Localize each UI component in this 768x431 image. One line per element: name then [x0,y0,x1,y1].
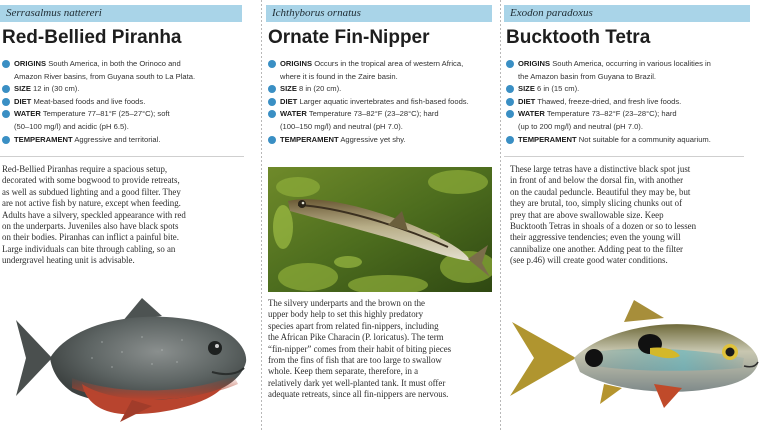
fact-water: WATER Temperature 73–82°F (23–28°C); hard (100–150 mg/l) and neutral (pH 7.0). [268,108,469,133]
fact-origins: ORIGINS Occurs in the tropical area of western Africa, where it is found in the Zaire basin. [268,58,469,83]
fact-diet: DIET Meat-based foods and live foods. [2,96,195,109]
size-icon [268,85,276,93]
scientific-name: Serrasalmus nattereri [0,5,242,22]
fact-list [268,58,469,146]
fact-water: WATER Temperature 73–82°F (23–28°C); hard (up to 200 mg/l) and neutral (pH 7.0). [506,108,711,133]
scientific-name: Ichthyborus ornatus [266,5,492,22]
description: These large tetras have a distinctive black spot just in front of and below the dorsal fin, with another on the caudal peduncle. Beautiful they may be, but they are brutal, too, simply slicing chunks out of prey that are above swallowable size. Keep Bucktooth Tetras in shoals of a dozen or so to lessen their aggressive tendencies; even the young will cannibalize one another. Adding peat to the filter (see p.46) will create good water conditions. [510,164,697,266]
fact-list [506,58,711,146]
description: The silvery underparts and the brown on the upper body help to set this highly predatory species apart from related fin-nippers, including the African Pike Characin (P. loricatus). The term “fin-nipper” comes from their habit of biting pieces from the fins of fish that are too large to swallow whole. Keep them separate, therefore, in a relatively dark yet well-planted tank. It must offer adequate retreats, since all fin-nippers are nervous. [268,298,452,400]
section-divider [0,156,244,157]
fin-nipper-photo [268,167,492,292]
origins-icon [2,60,10,68]
column-divider [500,0,501,431]
water-icon [506,110,514,118]
fact-water: WATER Temperature 77–81°F (25–27°C); soft (50–100 mg/l) and acidic (pH 6.5). [2,108,195,133]
fact-temperament: TEMPERAMENT Aggressive yet shy. [268,134,469,147]
bucktooth-tetra-photo [504,292,766,424]
fact-size: SIZE 12 in (30 cm). [2,83,195,96]
species-column-bucktooth-tetra [504,0,768,431]
temperament-icon [268,136,276,144]
water-icon [268,110,276,118]
diet-icon [268,98,276,106]
common-name: Ornate Fin-Nipper [268,27,430,48]
fact-diet: DIET Thawed, freeze-dried, and fresh live foods. [506,96,711,109]
size-icon [2,85,10,93]
fact-diet: DIET Larger aquatic invertebrates and fish-based foods. [268,96,469,109]
fact-origins: ORIGINS South America, occurring in various localities in the Amazon basin from Guyana to Brazil. [506,58,711,83]
temperament-icon [506,136,514,144]
description: Red-Bellied Piranhas require a spacious setup, decorated with some bogwood to provide retreats, as well as subdued lighting and a good filter. They are not active fish by nature, except when feeding. Adults have a silvery, speckled appearance with red on the underparts. Juveniles also have black spots on their bodies. Piranhas can inflict a painful bite. Large individuals can bite through cabling, so an undergravel heating unit is advisable. [2,164,186,266]
section-divider [504,156,744,157]
origins-icon [506,60,514,68]
fact-size: SIZE 6 in (15 cm). [506,83,711,96]
fact-list [2,58,195,146]
common-name: Red-Bellied Piranha [2,27,182,48]
origins-icon [268,60,276,68]
diet-icon [506,98,514,106]
column-divider [261,0,262,431]
piranha-photo [12,292,252,424]
species-column-fin-nipper [266,0,498,431]
water-icon [2,110,10,118]
common-name: Bucktooth Tetra [506,27,651,48]
size-icon [506,85,514,93]
temperament-icon [2,136,10,144]
scientific-name: Exodon paradoxus [504,5,750,22]
fact-temperament: TEMPERAMENT Not suitable for a community aquarium. [506,134,711,147]
species-column-piranha [0,0,260,431]
fact-origins: ORIGINS South America, in both the Orinoco and Amazon River basins, from Guyana south to La Plata. [2,58,195,83]
diet-icon [2,98,10,106]
fact-temperament: TEMPERAMENT Aggressive and territorial. [2,134,195,147]
fact-size: SIZE 8 in (20 cm). [268,83,469,96]
